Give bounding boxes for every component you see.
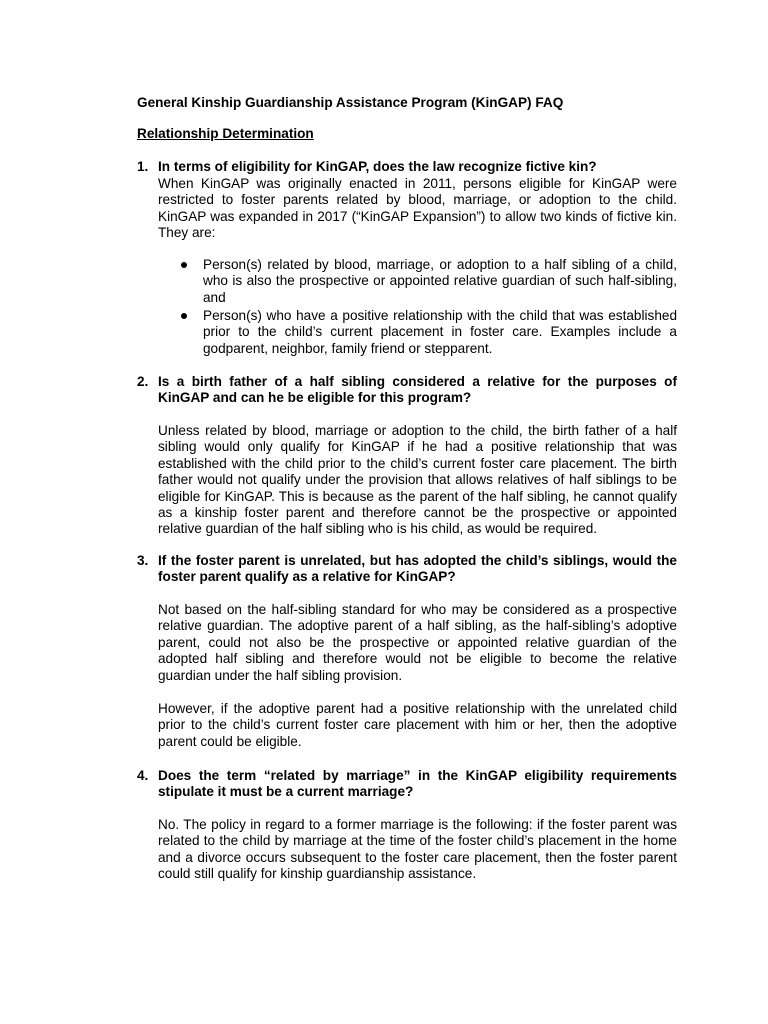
answer-3-paragraph-1: Not based on the half-sibling standard for who may be considered as a prospective relative guardian. The adoptive parent of a half sibling, as the half-sibling’s adoptive parent, could not also be the prospective or appointed relative guardian of the adopted half sibling and therefore would not be eligible to become the relative guardian under the half sibling provision.: [158, 602, 677, 683]
question-number-1: 1.: [137, 159, 149, 174]
bullet-icon: [181, 262, 187, 268]
answer-1: When KinGAP was originally enacted in 2011, persons eligible for KinGAP were restricted to foster parents related by blood, marriage, or adoption to the child. KinGAP was expanded in 2017 (“KinGAP Expansion”) to allow two kinds of fictive kin. They are:: [158, 176, 677, 241]
question-4: Does the term “related by marriage” in the KinGAP eligibility requirements stipulate it must be a current marriage?: [158, 768, 677, 800]
bullet-icon: [181, 313, 187, 319]
document-title: General Kinship Guardianship Assistance Program (KinGAP) FAQ: [137, 95, 564, 110]
question-1: In terms of eligibility for KinGAP, does the law recognize fictive kin?: [158, 159, 597, 174]
answer-4: No. The policy in regard to a former marriage is the following: if the foster parent was related to the child by marriage at the time of the foster child’s placement in the home and a divorce occurs subsequent to the foster care placement, then the foster parent could still qualify for kinship guardianship assistance.: [158, 817, 677, 882]
answer-1-bullet-2: Person(s) who have a positive relationship with the child that was established prior to the child’s current placement in foster care. Examples include a godparent, neighbor, family friend or stepparent.: [203, 308, 677, 356]
question-number-2: 2.: [137, 374, 149, 389]
answer-1-bullet-1: Person(s) related by blood, marriage, or adoption to a half sibling of a child, who is also the prospective or appointed relative guardian of such half-sibling, and: [203, 257, 677, 305]
section-heading: Relationship Determination: [137, 126, 314, 141]
question-2: Is a birth father of a half sibling considered a relative for the purposes of KinGAP and can he be eligible for this program?: [158, 374, 677, 406]
answer-3-paragraph-2: However, if the adoptive parent had a positive relationship with the unrelated child prior to the child’s current foster care placement with him or her, then the adoptive parent could be eligible.: [158, 701, 677, 749]
question-number-4: 4.: [137, 768, 149, 783]
answer-2: Unless related by blood, marriage or adoption to the child, the birth father of a half sibling would only qualify for KinGAP if he had a positive relationship that was established with the child prior to the child’s current foster care placement. The birth father would not qualify under the provision that allows relatives of half siblings to be eligible for KinGAP. This is because as the parent of the half sibling, he cannot qualify as a kinship foster parent and therefore cannot be the prospective or appointed relative guardian of the half sibling who is his child, as would be required.: [158, 423, 677, 537]
question-3: If the foster parent is unrelated, but has adopted the child’s siblings, would the foster parent qualify as a relative for KinGAP?: [158, 553, 677, 585]
question-number-3: 3.: [137, 553, 149, 568]
